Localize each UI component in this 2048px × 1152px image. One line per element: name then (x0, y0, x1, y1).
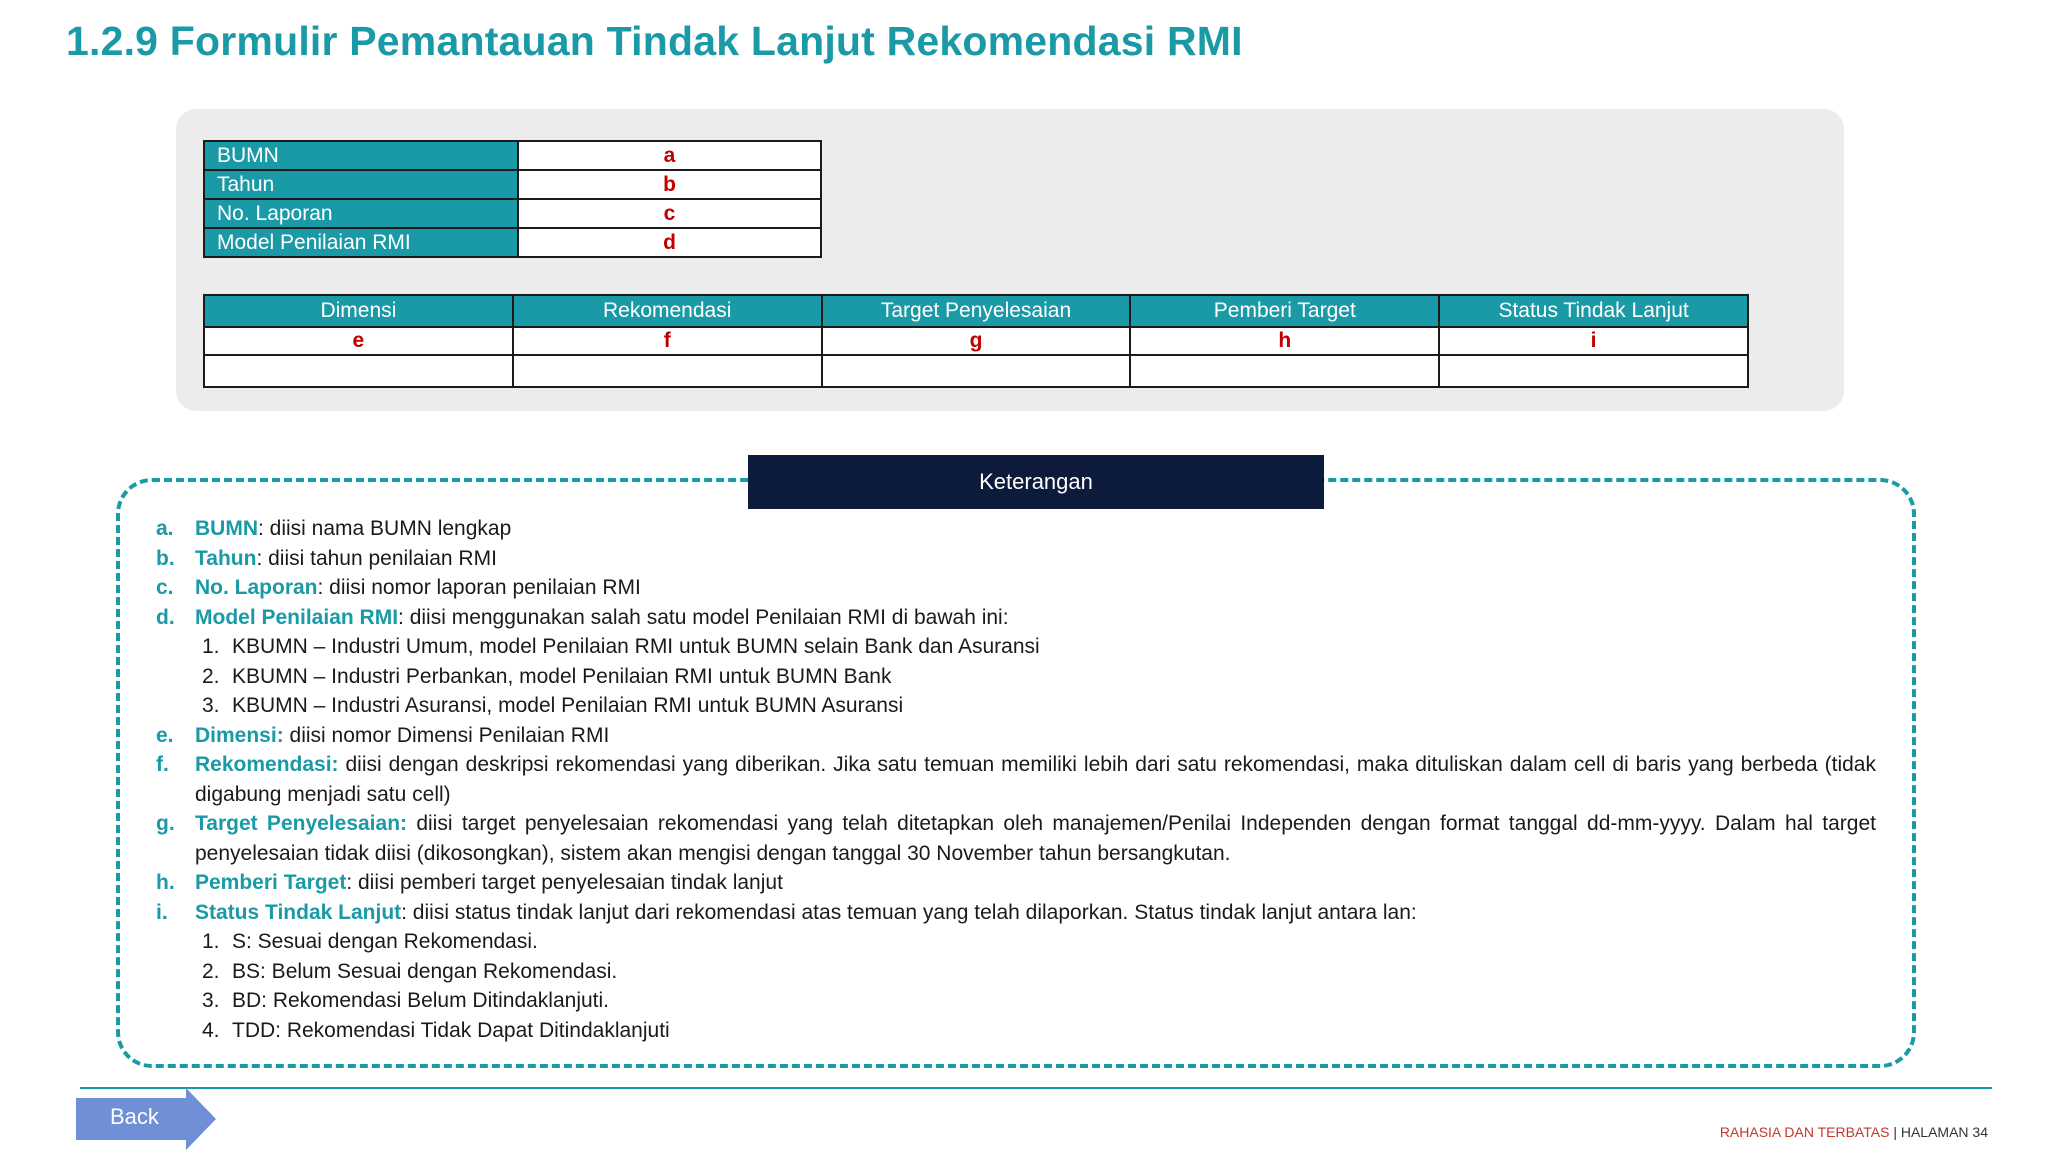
note-subitem (156, 1016, 1876, 1046)
table-row (204, 170, 821, 199)
note-letter: g. (156, 812, 175, 835)
note-subitem-number: 3. (202, 694, 220, 717)
back-button-label: Back (110, 1104, 159, 1129)
note-subitem-number: 2. (202, 664, 220, 688)
note-text: diisi dengan deskripsi rekomendasi yang diberikan. Jika satu temuan memiliki lebih dari satu rekomendasi, maka dituliskan dalam cell di baris yang berbeda (tidak digabung menjadi satu cell) (195, 753, 1876, 806)
keterangan-title: Keterangan (748, 455, 1324, 509)
note-subitem (156, 927, 1876, 957)
note-subitem-text: KBUMN – Industri Asuransi, model Penilaian RMI untuk BUMN Asuransi (232, 694, 904, 717)
info-value-bumn: a (518, 141, 821, 170)
table-cell (513, 355, 822, 387)
table-row (204, 199, 821, 228)
table-row (204, 327, 1748, 355)
note-subitem-number: 4. (202, 1018, 220, 1042)
note-text: diisi nomor Dimensi Penilaian RMI (283, 723, 610, 747)
note-key: Pemberi Target (195, 871, 347, 894)
note-letter: i. (156, 900, 168, 924)
note-key: Target Penyelesaian: (195, 812, 408, 835)
note-letter: e. (156, 723, 174, 747)
note-item-b (156, 544, 1876, 574)
note-text: diisi target penyelesaian rekomendasi yang telah ditetapkan oleh manajemen/Penilai Independen dengan format tanggal dd-mm-yyyy. Dalam hal target penyelesaian tidak diisi (dikosongkan), sistem akan mengisi dengan tanggal 30 November tahun bersangkutan. (195, 812, 1876, 865)
confidential-label: RAHASIA DAN TERBATAS (1719, 1124, 1890, 1140)
column-header-status-tindak-lanjut: Status Tindak Lanjut (1439, 295, 1748, 327)
note-item-a (156, 514, 1876, 544)
column-header-target-penyelesaian: Target Penyelesaian (822, 295, 1131, 327)
note-subitem-number: 1. (202, 635, 220, 658)
note-subitem (156, 662, 1876, 692)
note-subitem (156, 691, 1876, 721)
table-cell (1130, 355, 1439, 387)
table-row (204, 228, 821, 257)
note-key: BUMN (195, 517, 258, 540)
page-number: HALAMAN 34 (1900, 1124, 1988, 1140)
note-key: Status Tindak Lanjut (195, 900, 402, 924)
page-title: 1.2.9 Formulir Pemantauan Tindak Lanjut Rekomendasi RMI (66, 18, 1243, 64)
note-subitem-text: BS: Belum Sesuai dengan Rekomendasi. (232, 959, 618, 983)
table-row-empty (204, 355, 1748, 387)
info-value-tahun: b (518, 170, 821, 199)
note-item-h (156, 868, 1876, 898)
table-header-row (204, 295, 1748, 327)
note-subitem (156, 632, 1876, 662)
keterangan-notes (156, 514, 1876, 1045)
footer-separator: | (1893, 1124, 1897, 1140)
note-letter: h. (156, 871, 175, 894)
info-value-model: d (518, 228, 821, 257)
info-table (203, 140, 822, 258)
note-letter: f. (156, 753, 169, 776)
note-text: : diisi nama BUMN lengkap (258, 517, 512, 540)
note-letter: b. (156, 546, 175, 570)
table-cell: f (513, 327, 822, 355)
note-text: : diisi tahun penilaian RMI (256, 546, 497, 570)
note-subitem-number: 3. (202, 989, 220, 1012)
footer-divider (80, 1087, 1992, 1089)
table-cell (204, 355, 513, 387)
note-text: : diisi nomor laporan penilaian RMI (317, 576, 641, 599)
note-subitem-number: 1. (202, 930, 220, 953)
info-label-bumn: BUMN (204, 141, 518, 170)
table-cell (1439, 355, 1748, 387)
info-label-no-laporan: No. Laporan (204, 199, 518, 228)
note-key: Rekomendasi: (195, 753, 339, 776)
column-header-rekomendasi: Rekomendasi (513, 295, 822, 327)
note-letter: d. (156, 605, 175, 629)
table-cell: i (1439, 327, 1748, 355)
note-key: Model Penilaian RMI (195, 605, 399, 629)
info-label-tahun: Tahun (204, 170, 518, 199)
note-item-d (156, 603, 1876, 633)
note-item-g (156, 809, 1876, 868)
note-item-i (156, 898, 1876, 928)
note-subitem-text: BD: Rekomendasi Belum Ditindaklanjuti. (232, 989, 610, 1012)
footer (1720, 1124, 1988, 1140)
table-cell (822, 355, 1131, 387)
note-text: : diisi status tindak lanjut dari rekomendasi atas temuan yang telah dilaporkan. Status tindak lanjut antara lan: (401, 900, 1417, 924)
note-key: No. Laporan (195, 576, 318, 599)
note-item-c (156, 573, 1876, 603)
note-key: Dimensi: (195, 723, 284, 747)
back-button[interactable] (76, 1088, 216, 1150)
column-header-pemberi-target: Pemberi Target (1130, 295, 1439, 327)
note-subitem-text: TDD: Rekomendasi Tidak Dapat Ditindaklanjuti (232, 1018, 670, 1042)
table-cell: h (1130, 327, 1439, 355)
table-cell: g (822, 327, 1131, 355)
note-subitem-text: KBUMN – Industri Perbankan, model Penilaian RMI untuk BUMN Bank (232, 664, 892, 688)
info-label-model: Model Penilaian RMI (204, 228, 518, 257)
note-subitem (156, 957, 1876, 987)
note-subitem (156, 986, 1876, 1016)
note-item-f (156, 750, 1876, 809)
table-cell: e (204, 327, 513, 355)
column-header-dimensi: Dimensi (204, 295, 513, 327)
note-subitem-number: 2. (202, 959, 220, 983)
note-text: : diisi pemberi target penyelesaian tindak lanjut (346, 871, 783, 894)
note-item-e (156, 721, 1876, 751)
monitoring-table (203, 294, 1749, 388)
info-value-no-laporan: c (518, 199, 821, 228)
table-row (204, 141, 821, 170)
note-text: : diisi menggunakan salah satu model Penilaian RMI di bawah ini: (398, 605, 1009, 629)
note-subitem-text: KBUMN – Industri Umum, model Penilaian RMI untuk BUMN selain Bank dan Asuransi (232, 635, 1040, 658)
note-letter: c. (156, 576, 174, 599)
note-subitem-text: S: Sesuai dengan Rekomendasi. (232, 930, 538, 953)
note-key: Tahun (195, 546, 257, 570)
note-letter: a. (156, 517, 174, 540)
